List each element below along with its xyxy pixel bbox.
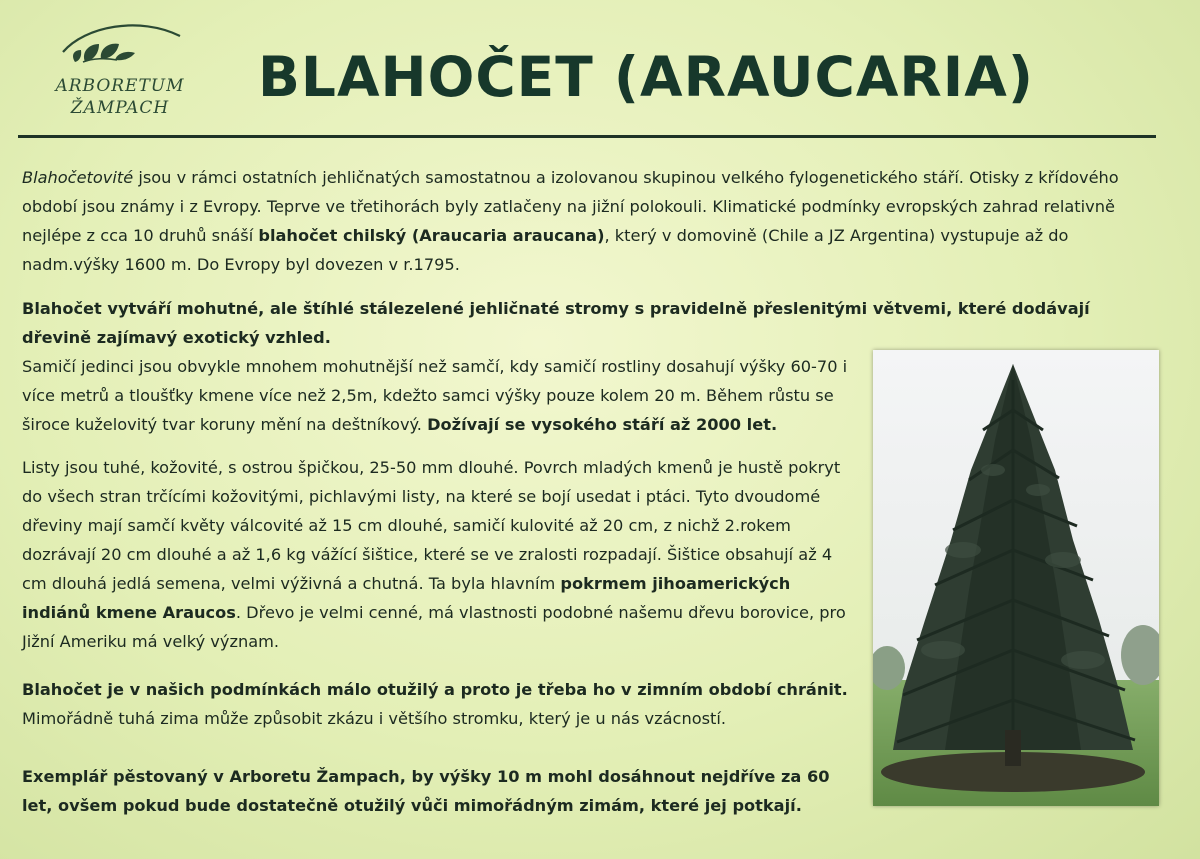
hardiness-text: Blahočet je v našich podmínkách málo otužilý a proto je třeba ho v zimním období chránit.	[22, 680, 848, 699]
paragraph-habit	[22, 294, 1162, 352]
size-text: Samičí jedinci jsou obvykle mnohem mohutnější než samčí, kdy samičí rostliny dosahují výšky 60-70 i více metrů a tloušťky kmene více než 2,5m, kdežto samci výšky pouze kolem 20 m. Během růstu se široce kuželovitý tvar koruny mění na deštníkový.	[22, 357, 848, 434]
paragraph-hardiness	[22, 675, 862, 733]
winter-text: Mimořádně tuhá zima může způsobit zkázu i většího stromku, který je u nás vzácností.	[22, 709, 727, 728]
page-title: BLAHOČET (ARAUCARIA)	[258, 45, 1034, 109]
araucaria-photo	[873, 350, 1159, 806]
food-text: pokrmem jihoamerických indiánů kmene Araucos	[22, 574, 791, 622]
title-divider	[18, 135, 1156, 138]
paragraph-specimen	[22, 762, 862, 820]
logo-text-line1: ARBORETUM	[55, 76, 185, 96]
paragraph-size	[22, 352, 862, 439]
leaves-text: Listy jsou tuhé, kožovité, s ostrou špičkou, 25-50 mm dlouhé. Povrch mladých kmenů je hustě pokryt do všech stran trčícími kožovitými, pichlavými listy, na které se bojí usedat i ptáci. Tyto dvoudomé dřeviny mají samčí květy válcovité až 15 cm dlouhé, samičí kulovité až 20 cm, z nichž 2.rokem dozrávají 20 cm dlouhé a až 1,6 kg vážící šištice, které se ve zralosti rozpadají. Šištice obsahují až 4 cm dlouhá jedlá semena, velmi výživná a chutná. Ta byla hlavním	[22, 458, 841, 593]
family-name: Blahočetovité	[22, 168, 134, 187]
araucaria-tree-image	[873, 350, 1159, 806]
habit-text: Blahočet vytváří mohutné, ale štíhlé stálezelené jehličnaté stromy s pravidelně přeslenitými větvemi, které dodávají dřevině zajímavý exotický vzhled.	[22, 299, 1090, 347]
leaf-hill-icon	[55, 18, 185, 78]
logo-text-line2: ŽAMPACH	[70, 98, 170, 118]
specimen-text: Exemplář pěstovaný v Arboretu Žampach, by výšky 10 m mohl dosáhnout nejdříve za 60 let, ovšem pokud bude dostatečně otužilý vůči mimořádným zimám, které jej potkají.	[22, 767, 830, 815]
paragraph-intro	[22, 163, 1162, 279]
species-name: blahočet chilský (Araucaria araucana)	[258, 226, 605, 245]
paragraph-leaves	[22, 453, 852, 656]
intro-text: jsou v rámci ostatních jehličnatých samostatnou a izolovanou skupinou velkého fylogenetického stáří. Otisky z křídového období jsou známy i z Evropy. Teprve ve třetihorách byly zatlačeny na jižní polokouli. Klimatické podmínky evropských zahrad relativně nejlépe z cca 10 druhů snáší	[22, 168, 1119, 245]
lifespan-text: Dožívají se vysokého stáří až 2000 let.	[427, 415, 778, 434]
intro-text-end: , který v domovině (Chile a JZ Argentina) vystupuje až do nadm.výšky 1600 m. Do Evropy byl dovezen v r.1795.	[22, 226, 1069, 274]
arboretum-logo	[55, 18, 185, 128]
wood-text: . Dřevo je velmi cenné, má vlastnosti podobné našemu dřevu borovice, pro Jižní Ameriku má velký význam.	[22, 603, 846, 651]
